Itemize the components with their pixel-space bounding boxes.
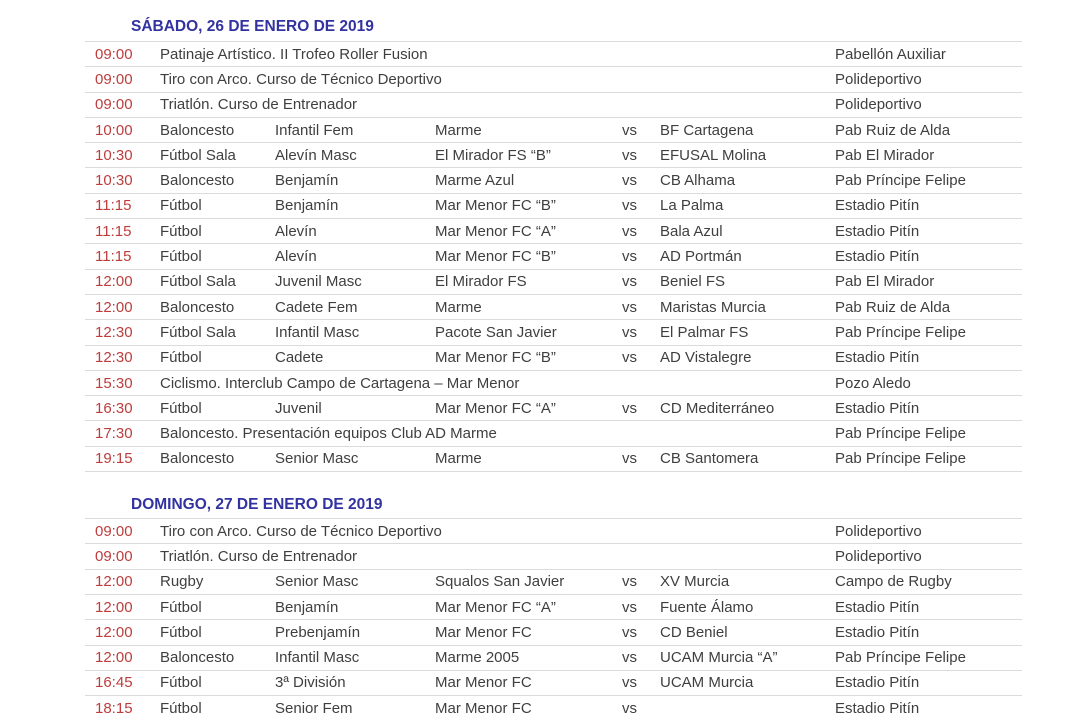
event-time: 09:00: [95, 45, 133, 63]
away-team: UCAM Murcia “A”: [660, 649, 778, 667]
event-time: 12:00: [95, 573, 133, 591]
event-sport: Rugby: [160, 573, 204, 591]
away-team: AD Vistalegre: [660, 349, 752, 367]
away-team: CB Alhama: [660, 172, 736, 190]
event-category: Infantil Masc: [275, 323, 360, 341]
away-team: Bala Azul: [660, 222, 723, 240]
event-sport: Fútbol: [160, 248, 202, 266]
saturday-section-title: SÁBADO, 26 DE ENERO DE 2019: [131, 18, 374, 35]
vs-label: vs: [622, 121, 637, 139]
away-team: El Palmar FS: [660, 323, 749, 341]
event-time: 18:15: [95, 699, 133, 717]
vs-label: vs: [622, 273, 637, 291]
event-venue: Pab El Mirador: [835, 273, 935, 291]
event-time: 09:00: [95, 547, 133, 565]
event-time: 11:15: [95, 222, 132, 240]
weekend-schedule: [85, 0, 1022, 720]
event-sport: Fútbol: [160, 349, 202, 367]
home-team: El Mirador FS “B”: [435, 146, 551, 164]
event-category: Juvenil: [275, 399, 322, 417]
vs-label: vs: [622, 172, 637, 190]
sunday-section-title: DOMINGO, 27 DE ENERO DE 2019: [131, 496, 383, 514]
home-team: Mar Menor FC: [435, 674, 532, 692]
event-category: Juvenil Masc: [275, 273, 362, 291]
home-team: Marme: [435, 450, 482, 468]
event-category: Infantil Fem: [275, 121, 354, 139]
event-venue: Estadio Pitín: [835, 349, 920, 367]
event-category: Senior Masc: [275, 573, 359, 591]
event-sport: Baloncesto: [160, 298, 235, 316]
away-team: CD Beniel: [660, 623, 728, 641]
vs-label: vs: [622, 146, 637, 164]
schedule-row: [85, 193, 1022, 218]
schedule-row: [85, 92, 1022, 117]
schedule-row: [85, 594, 1022, 619]
event-venue: Polideportivo: [835, 70, 922, 88]
home-team: Mar Menor FC “B”: [435, 248, 556, 266]
schedule-row: [85, 645, 1022, 670]
vs-label: vs: [622, 573, 637, 591]
event-sport: Fútbol: [160, 699, 202, 717]
event-time: 12:30: [95, 349, 133, 367]
event-sport: Fútbol: [160, 674, 202, 692]
home-team: Mar Menor FC “A”: [435, 399, 556, 417]
event-time: 10:00: [95, 121, 133, 139]
event-sport: Baloncesto: [160, 450, 235, 468]
event-venue: Pab Príncipe Felipe: [835, 450, 966, 468]
event-time: 19:15: [95, 450, 133, 468]
event-category: Prebenjamín: [275, 623, 361, 641]
away-team: AD Portmán: [660, 248, 742, 266]
vs-label: vs: [622, 450, 637, 468]
event-time: 09:00: [95, 70, 133, 88]
event-venue: Pozo Aledo: [835, 374, 911, 392]
event-description: Patinaje Artístico. II Trofeo Roller Fusion: [160, 45, 428, 63]
event-sport: Fútbol: [160, 222, 202, 240]
event-venue: Estadio Pitín: [835, 248, 920, 266]
event-category: Senior Fem: [275, 699, 353, 717]
schedule-row: [85, 294, 1022, 319]
event-time: 10:30: [95, 172, 133, 190]
event-venue: Estadio Pitín: [835, 623, 920, 641]
sunday-rows: [85, 518, 1022, 720]
event-sport: Fútbol: [160, 598, 202, 616]
vs-label: vs: [622, 298, 637, 316]
event-category: Alevín: [275, 222, 317, 240]
schedule-row: [85, 695, 1022, 720]
event-venue: Polideportivo: [835, 522, 922, 540]
event-venue: Campo de Rugby: [835, 573, 952, 591]
event-time: 16:30: [95, 399, 133, 417]
event-category: Benjamín: [275, 197, 339, 215]
event-venue: Estadio Pitín: [835, 399, 920, 417]
event-time: 12:00: [95, 598, 133, 616]
home-team: Squalos San Javier: [435, 573, 565, 591]
home-team: Mar Menor FC “B”: [435, 197, 556, 215]
schedule-row: [85, 319, 1022, 344]
event-description: Triatlón. Curso de Entrenador: [160, 96, 358, 114]
event-sport: Fútbol Sala: [160, 146, 236, 164]
home-team: Marme Azul: [435, 172, 515, 190]
home-team: Mar Menor FC “A”: [435, 598, 556, 616]
away-team: Beniel FS: [660, 273, 726, 291]
event-venue: Pab Príncipe Felipe: [835, 425, 966, 443]
vs-label: vs: [622, 222, 637, 240]
schedule-row: [85, 117, 1022, 142]
away-team: UCAM Murcia: [660, 674, 754, 692]
schedule-row: [85, 41, 1022, 66]
event-category: Senior Masc: [275, 450, 359, 468]
schedule-row: [85, 218, 1022, 243]
event-category: Cadete Fem: [275, 298, 358, 316]
event-time: 09:00: [95, 96, 133, 114]
home-team: Marme: [435, 121, 482, 139]
event-time: 15:30: [95, 374, 133, 392]
event-sport: Baloncesto: [160, 649, 235, 667]
schedule-row: [85, 619, 1022, 644]
away-team: BF Cartagena: [660, 121, 754, 139]
schedule-row: [85, 569, 1022, 594]
home-team: El Mirador FS: [435, 273, 527, 291]
home-team: Marme: [435, 298, 482, 316]
schedule-row: [85, 395, 1022, 420]
schedule-row: [85, 446, 1022, 472]
vs-label: vs: [622, 349, 637, 367]
home-team: Pacote San Javier: [435, 323, 557, 341]
home-team: Marme 2005: [435, 649, 520, 667]
event-time: 16:45: [95, 674, 133, 692]
vs-label: vs: [622, 649, 637, 667]
event-category: Alevín: [275, 248, 317, 266]
schedule-row: [85, 345, 1022, 370]
event-sport: Baloncesto: [160, 172, 235, 190]
event-venue: Pab Príncipe Felipe: [835, 172, 966, 190]
event-time: 12:30: [95, 323, 133, 341]
event-time: 12:00: [95, 273, 133, 291]
away-team: Maristas Murcia: [660, 298, 766, 316]
event-time: 09:00: [95, 522, 133, 540]
schedule-row: [85, 543, 1022, 568]
event-venue: Polideportivo: [835, 547, 922, 565]
vs-label: vs: [622, 674, 637, 692]
schedule-row: [85, 420, 1022, 445]
vs-label: vs: [622, 248, 637, 266]
event-time: 12:00: [95, 623, 133, 641]
schedule-row: [85, 142, 1022, 167]
event-category: 3ª División: [275, 674, 346, 692]
event-venue: Estadio Pitín: [835, 598, 920, 616]
event-venue: Pab Ruiz de Alda: [835, 121, 951, 139]
event-venue: Polideportivo: [835, 96, 922, 114]
home-team: Mar Menor FC: [435, 699, 532, 717]
schedule-row: [85, 370, 1022, 395]
event-venue: Pab Ruiz de Alda: [835, 298, 951, 316]
event-time: 11:15: [95, 197, 132, 215]
event-venue: Pabellón Auxiliar: [835, 45, 946, 63]
schedule-row: [85, 670, 1022, 695]
vs-label: vs: [622, 197, 637, 215]
home-team: Mar Menor FC “B”: [435, 349, 556, 367]
event-category: Cadete: [275, 349, 324, 367]
event-venue: Estadio Pitín: [835, 222, 920, 240]
vs-label: vs: [622, 598, 637, 616]
event-time: 12:00: [95, 298, 133, 316]
event-description: Tiro con Arco. Curso de Técnico Deportivo: [160, 522, 442, 540]
schedule-row: [85, 167, 1022, 192]
vs-label: vs: [622, 399, 637, 417]
home-team: Mar Menor FC “A”: [435, 222, 556, 240]
vs-label: vs: [622, 323, 637, 341]
event-sport: Fútbol Sala: [160, 323, 236, 341]
schedule-row: [85, 269, 1022, 294]
event-venue: Estadio Pitín: [835, 674, 920, 692]
event-sport: Fútbol Sala: [160, 273, 236, 291]
event-sport: Fútbol: [160, 623, 202, 641]
event-time: 17:30: [95, 425, 133, 443]
schedule-row: [85, 243, 1022, 268]
event-category: Benjamín: [275, 598, 339, 616]
away-team: CD Mediterráneo: [660, 399, 775, 417]
away-team: La Palma: [660, 197, 724, 215]
away-team: CB Santomera: [660, 450, 759, 468]
event-description: Triatlón. Curso de Entrenador: [160, 547, 358, 565]
event-category: Benjamín: [275, 172, 339, 190]
schedule-row: [85, 66, 1022, 91]
schedule-row: [85, 518, 1022, 543]
event-time: 12:00: [95, 649, 133, 667]
event-time: 10:30: [95, 146, 133, 164]
event-category: Infantil Masc: [275, 649, 360, 667]
event-sport: Fútbol: [160, 197, 202, 215]
saturday-rows: [85, 41, 1022, 472]
vs-label: vs: [622, 623, 637, 641]
away-team: XV Murcia: [660, 573, 730, 591]
home-team: Mar Menor FC: [435, 623, 532, 641]
event-category: Alevín Masc: [275, 146, 357, 164]
event-venue: Pab El Mirador: [835, 146, 935, 164]
event-sport: Baloncesto: [160, 121, 235, 139]
event-venue: Pab Príncipe Felipe: [835, 323, 966, 341]
event-venue: Pab Príncipe Felipe: [835, 649, 966, 667]
event-sport: Fútbol: [160, 399, 202, 417]
event-time: 11:15: [95, 248, 132, 266]
event-description: Baloncesto. Presentación equipos Club AD Marme: [160, 425, 497, 443]
away-team: Fuente Álamo: [660, 598, 754, 616]
vs-label: vs: [622, 699, 637, 717]
event-description: Ciclismo. Interclub Campo de Cartagena – Mar Menor: [160, 374, 520, 392]
event-description: Tiro con Arco. Curso de Técnico Deportivo: [160, 70, 442, 88]
away-team: EFUSAL Molina: [660, 146, 767, 164]
event-venue: Estadio Pitín: [835, 197, 920, 215]
event-venue: Estadio Pitín: [835, 699, 920, 717]
